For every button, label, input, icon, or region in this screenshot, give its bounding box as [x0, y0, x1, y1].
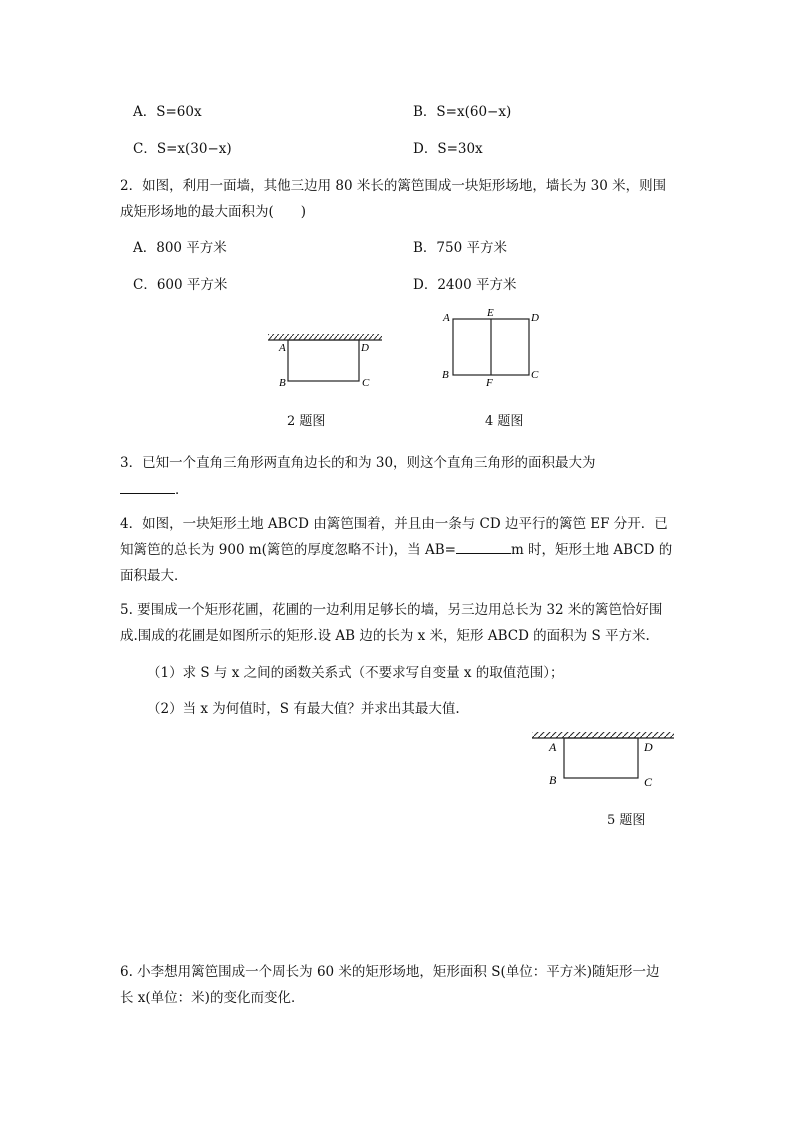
q4-line2	[120, 538, 672, 558]
q1-option-b: B．S=x(60−x)	[413, 104, 512, 120]
q3-line2	[120, 478, 189, 498]
rectangle-abcd	[564, 738, 638, 778]
label-b: B	[549, 773, 557, 787]
label-d: D	[361, 342, 369, 354]
q2-option-b: B．750 平方米	[413, 240, 507, 256]
q5-line2: 成.围成的花圃是如图所示的矩形.设 AB 边的长为 x 米，矩形 ABCD 的面积为 S 平方米.	[120, 628, 650, 644]
q6-line2: 长 x(单位：米)的变化而变化．	[120, 990, 305, 1006]
q4-line1: 4．如图，一块矩形土地 ABCD 由篱笆围着，并且由一条与 CD 边平行的篱笆 EF 分开．已	[120, 516, 668, 532]
label-d: D	[531, 312, 539, 324]
q6-line1: 6. 小李想用篱笆围成一个周长为 60 米的矩形场地，矩形面积 S(单位：平方米)随矩形一边	[120, 964, 660, 980]
q2-option-c: C．600 平方米	[133, 277, 228, 293]
q4-answer-blank[interactable]	[456, 539, 511, 554]
q4-line2-pre: 知篱笆的总长为 900 m(篱笆的厚度忽略不计)，当 AB=	[120, 542, 456, 558]
label-b: B	[442, 369, 449, 381]
q4-line2-post: m 时，矩形土地 ABCD 的	[510, 542, 673, 558]
label-a: A	[443, 312, 450, 324]
label-c: C	[362, 377, 370, 389]
label-e: E	[487, 307, 494, 319]
q3-line2-tail: ．	[175, 482, 189, 498]
q2-line2: 成矩形场地的最大面积为( )	[120, 204, 307, 220]
label-c: C	[644, 775, 653, 789]
q3-answer-blank[interactable]	[120, 479, 175, 494]
label-a: A	[279, 342, 286, 354]
wall-hatching	[268, 334, 382, 340]
label-c: C	[531, 369, 539, 381]
label-d: D	[644, 740, 653, 754]
rectangle-abcd	[288, 340, 359, 381]
q5-line1: 5. 要围成一个矩形花圃，花圃的一边利用足够长的墙，另三边用总长为 32 米的篱笆恰好围	[120, 602, 663, 618]
figure-5-diagram	[528, 730, 678, 790]
q1-option-c: C．S=x(30−x)	[133, 141, 232, 157]
label-f: F	[486, 377, 493, 389]
q4-line3: 面积最大．	[120, 568, 188, 584]
figure-4-diagram	[438, 305, 548, 389]
figure-2-caption: 2 题图	[287, 414, 326, 429]
q5-part1: （1）求 S 与 x 之间的函数关系式（不要求写自变量 x 的取值范围）；	[147, 665, 564, 681]
q2-line1: 2．如图，利用一面墙，其他三边用 80 米长的篱笆围成一块矩形场地，墙长为 30 米，则围	[120, 178, 667, 194]
figure-5-caption: 5 题图	[607, 813, 646, 828]
q3-line1: 3．已知一个直角三角形两直角边长的和为 30，则这个直角三角形的面积最大为	[120, 455, 596, 471]
figure-4-caption: 4 题图	[485, 414, 524, 429]
label-b: B	[279, 377, 286, 389]
q1-option-d: D．S=30x	[413, 141, 483, 157]
q2-option-a: A．800 平方米	[133, 240, 227, 256]
q1-option-a: A．S=60x	[133, 104, 202, 120]
q2-option-d: D．2400 平方米	[413, 277, 517, 293]
label-a: A	[549, 740, 557, 754]
wall-hatching	[532, 732, 674, 738]
q5-part2: （2）当 x 为何值时，S 有最大值？并求出其最大值.	[147, 701, 460, 717]
figure-2-diagram	[262, 330, 392, 392]
